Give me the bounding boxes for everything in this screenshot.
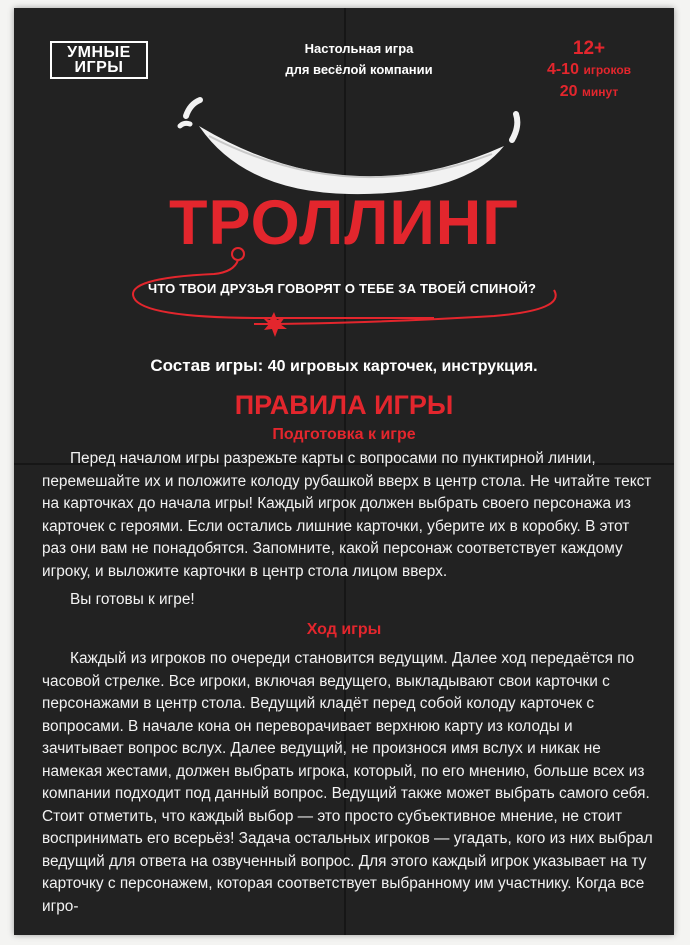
ready-line: Вы готовы к игре! [70,591,195,608]
prep-section [42,448,654,612]
gameplay-heading: Ход игры [306,621,382,638]
prep-heading: Подготовка к игре [272,426,416,443]
play-time [514,81,664,103]
age-rating: 12+ [572,38,606,59]
game-subtitle [254,38,464,80]
players-unit: игроков [583,63,632,77]
prep-paragraph: Перед началом игры разрежьте карты с вопросами по пунктирной линии, перемешайте их и положите колоду рубашкой вверх в центр стола. Не читайте текст на карточках до начала игры! Каждый игрок должен выбрать своего персонажа из карточек с героями. Если остались лишние карточки, уберите их в коробку. В этот раз они вам не понадобятся. Запомните, какой персонаж соответствует каждому игроку, и выложите карточки в центр стола лицом вверх. [42,450,652,580]
tagline: ЧТО ТВОИ ДРУЗЬЯ ГОВОРЯТ О ТЕБЕ ЗА ТВОЕЙ СПИНОЙ? [148,281,537,296]
gameplay-section [42,648,654,918]
rules-sheet [14,8,674,935]
contents-label: Состав игры: [150,356,264,375]
time-unit: минут [582,85,619,99]
game-title: ТРОЛЛИНГ [168,188,519,258]
brand-line-2: ИГРЫ [74,59,124,76]
brand-logo [50,41,148,79]
game-contents [14,356,674,376]
brand-line-1: УМНЫЕ [67,44,131,61]
time-number: 20 [559,83,578,100]
players-number: 4-10 [546,61,579,78]
game-meta [514,38,664,103]
players-count [514,59,664,81]
subtitle-line-2: для весёлой компании [285,62,433,77]
subtitle-line-1: Настольная игра [304,41,414,56]
contents-value: 40 игровых карточек, инструкция. [267,358,538,375]
gameplay-paragraph: Каждый из игроков по очереди становится ведущим. Далее ход передаётся по часовой стрелке. Все игроки, включая ведущего, выкладывают свои карточки с персонажами в центр стола. Ведущий кладёт перед собой колоду карточек с вопросами. В начале кона он переворачивает верхнюю карту из колоды и зачитывает вопрос вслух. Далее ведущий, не произнося имя вслух и никак не намекая жестами, должен выбрать игрока, который, по его мнению, больше всех из компании подходит под данный вопрос. Ведущий также может выбрать самого себя. Стоит отметить, что каждый выбор — это просто субъективное мнение, не стоит воспринимать его всерьёз! Задача остальных игроков — угадать, кого из них выбрал ведущий для ответа на озвученный вопрос. Для этого каждый игрок указывает на ту карточку с персонажем, которая соответствует выбранному им участнику. Когда все игро- [42,650,653,915]
rules-heading: ПРАВИЛА ИГРЫ [234,390,454,420]
